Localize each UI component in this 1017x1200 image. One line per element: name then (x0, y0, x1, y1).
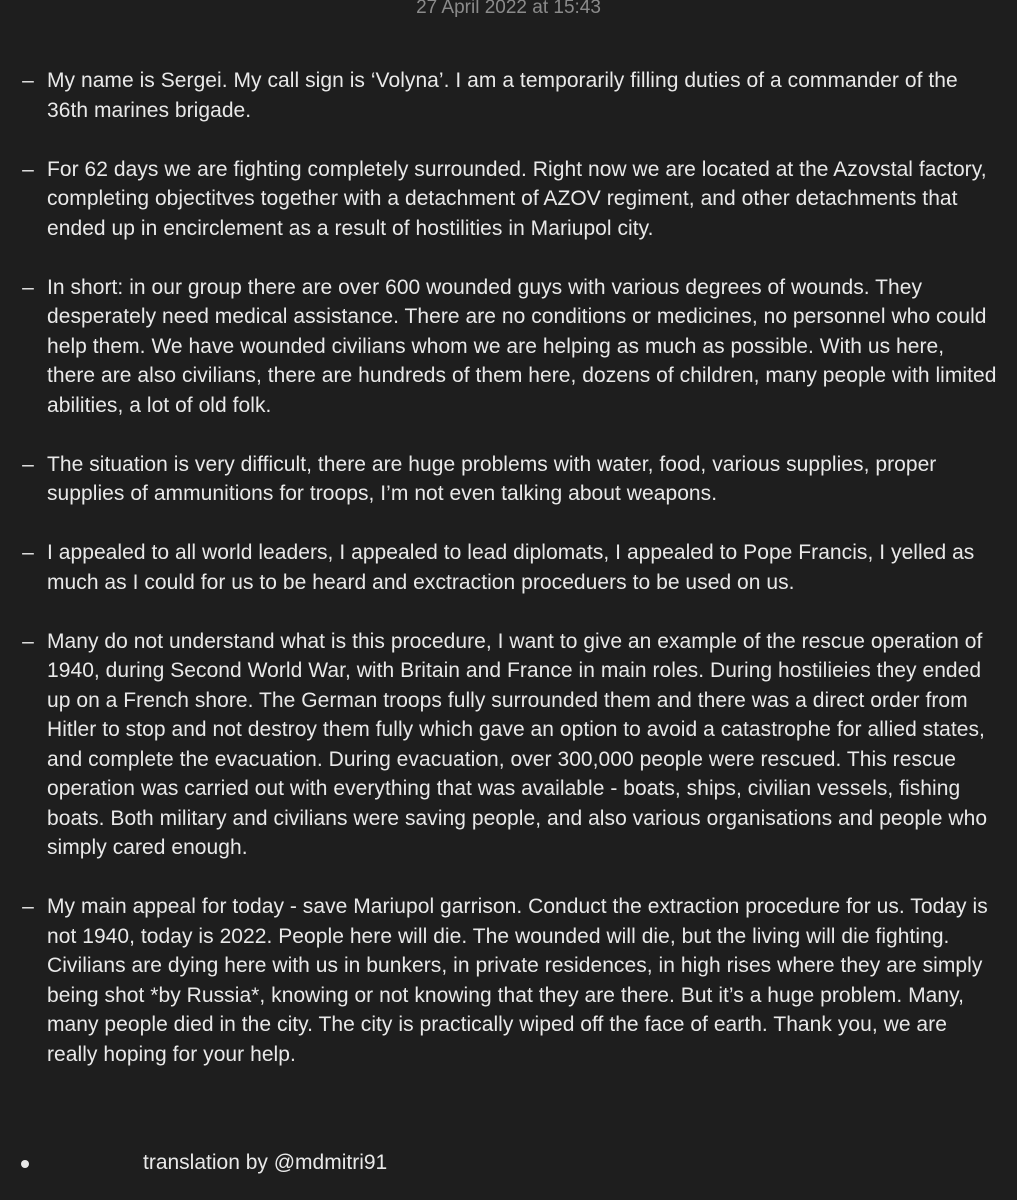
list-item (0, 66, 1017, 125)
dash-marker: – (22, 275, 34, 299)
dash-marker: – (22, 629, 34, 653)
paragraph-text: The situation is very difficult, there are huge problems with water, food, various supplies, proper supplies of ammunitions for troops, I’m not even talking about weapons. (47, 452, 937, 505)
paragraph-text: In short: in our group there are over 600 wounded guys with various degrees of wounds. They desperately need medical assistance. There are no conditions or medicines, no personnel who could help them. We have wounded civilians whom we are helping as much as possible. With us here, there are also civilians, there are hundreds of them here, dozens of children, many people with limited abilities, a lot of old folk. (47, 275, 997, 417)
note-timestamp: 27 April 2022 at 15:43 (416, 0, 601, 18)
list-item (0, 627, 1017, 863)
dash-marker: – (22, 541, 34, 564)
dash-marker: – (22, 895, 34, 918)
list-item (0, 155, 1017, 244)
bullet-icon (21, 1160, 29, 1168)
list-item (0, 450, 1017, 509)
list-item (0, 273, 1017, 421)
paragraph-text: For 62 days we are fighting completely surrounded. Right now we are located at the Azovstal factory, completing objectitves together with a detachment of AZOV regiment, and other detachments that ended up in encirclement as a result of hostilities in Mariupol city. (47, 157, 987, 240)
note-body[interactable] (0, 66, 1017, 1099)
dash-marker: – (22, 157, 34, 181)
list-item (0, 892, 1017, 1069)
translation-credit: translation by @mdmitri91 (143, 1151, 388, 1174)
dash-marker: – (22, 69, 34, 92)
translation-credit-line (0, 1148, 1017, 1178)
paragraph-text: Many do not understand what is this procedure, I want to give an example of the rescue operation of 1940, during Second World War, with Britain and France in main roles. During hostilieies they ended up on a French shore. The German troops fully surrounded them and there was a direct order from Hitler to stop and not destroy them fully which gave an option to avoid a catastrophe for allied states, and complete the evacuation. During evacuation, over 300,000 people were rescued. This rescue operation was carried out with everything that was available - boats, ships, civilian vessels, fishing boats. Both military and civilians were saving people, and also various organisations and people who simply cared enough. (47, 629, 988, 859)
paragraph-text: My name is Sergei. My call sign is ‘Volyna’. I am a temporarily filling duties of a commander of the 36th marines brigade. (47, 69, 958, 122)
paragraph-text: My main appeal for today - save Mariupol garrison. Conduct the extraction procedure for us. Today is not 1940, today is 2022. People here will die. The wounded will die, but the living will die fighting. Civilians are dying here with us in bunkers, in private residences, in high rises where they are simply being shot *by Russia*, knowing or not knowing that they are there. But it’s a huge problem. Many, many people died in the city. The city is practically wiped off the face of earth. Thank you, we are really hoping for your help. (47, 895, 988, 1066)
list-item (0, 538, 1017, 597)
paragraph-text: I appealed to all world leaders, I appealed to lead diplomats, I appealed to Pope Francis, I yelled as much as I could for us to be heard and exctraction proceduers to be used on us. (47, 541, 975, 594)
dash-marker: – (22, 452, 34, 476)
